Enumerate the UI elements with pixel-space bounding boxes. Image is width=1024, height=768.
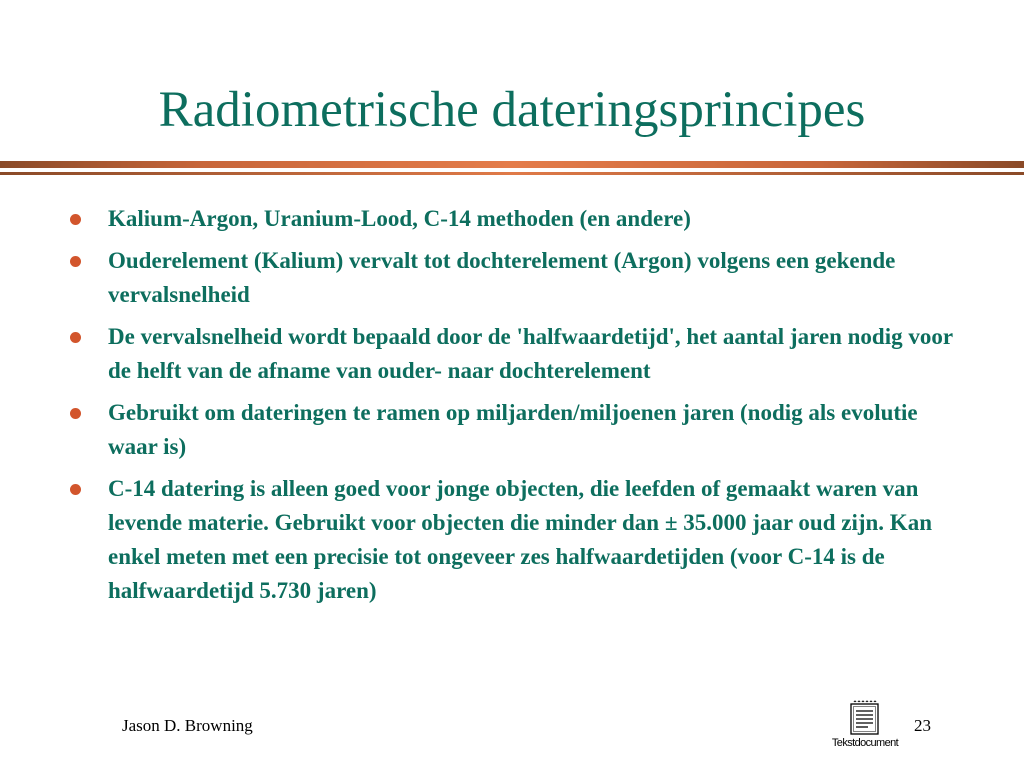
bullet-text: Ouderelement (Kalium) vervalt tot dochterelement (Argon) volgens een gekende vervalsnelheid xyxy=(108,248,896,307)
bullet-dot-icon xyxy=(70,332,81,343)
bullet-item xyxy=(70,472,960,608)
bullet-item xyxy=(70,244,960,312)
embedded-doc-label: Tekstdocument xyxy=(831,737,899,749)
bullet-dot-icon xyxy=(70,408,81,419)
bullet-dot-icon xyxy=(70,256,81,267)
embedded-text-document[interactable] xyxy=(820,700,910,756)
bullet-item xyxy=(70,396,960,464)
bullet-text: Kalium-Argon, Uranium-Lood, C-14 methoden (en andere) xyxy=(108,206,691,231)
text-document-icon xyxy=(848,700,882,736)
slide-title: Radiometrische dateringsprincipes xyxy=(158,82,866,138)
bullet-text: Gebruikt om dateringen te ramen op miljarden/miljoenen jaren (nodig als evolutie waar is) xyxy=(108,400,918,459)
title-divider-thick xyxy=(0,161,1024,168)
bullet-item xyxy=(70,202,960,236)
bullet-text: De vervalsnelheid wordt bepaald door de 'halfwaardetijd', het aantal jaren nodig voor de helft van de afname van ouder- naar dochterelement xyxy=(108,324,953,383)
bullet-dot-icon xyxy=(70,484,81,495)
title-divider-thin xyxy=(0,172,1024,175)
bullet-dot-icon xyxy=(70,214,81,225)
page-number: 23 xyxy=(914,716,931,735)
bullet-list xyxy=(70,202,960,616)
footer-author: Jason D. Browning xyxy=(122,716,253,735)
bullet-item xyxy=(70,320,960,388)
bullet-text: C-14 datering is alleen goed voor jonge objecten, die leefden of gemaakt waren van levende materie. Gebruikt voor objecten die minder dan ± 35.000 jaar oud zijn. Kan enkel meten met een precisie tot ongeveer zes halfwaardetijden (voor C-14 is de halfwaardetijd 5.730 jaren) xyxy=(108,476,932,603)
